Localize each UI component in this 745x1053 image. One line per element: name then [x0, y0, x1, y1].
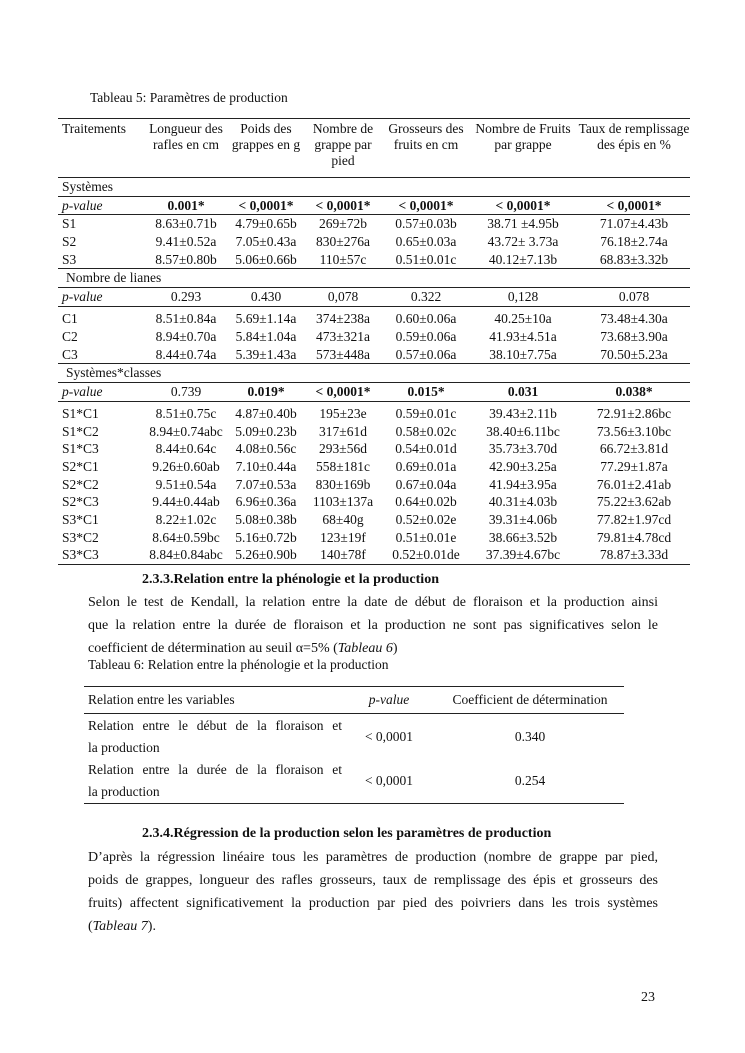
- value-cell: 73.68±3.90a: [600, 328, 668, 344]
- table6-relation-cell: Relation entre la durée de la floraison et la production: [84, 759, 342, 804]
- value-cell: 0.57±0.06a: [384, 346, 468, 364]
- value-cell: 35.73±3.70d: [488, 441, 558, 457]
- value-cell: 76.01±2.41ab: [596, 476, 672, 492]
- pvalue-cell: 0.015*: [384, 382, 468, 401]
- pvalue-cell: < 0,0001*: [230, 196, 302, 215]
- value-cell: 39.43±2.11b: [489, 405, 557, 421]
- value-cell: 473±321a: [316, 328, 370, 344]
- paragraph-233: [88, 591, 658, 660]
- value-cell: 0.57±0.03b: [395, 216, 457, 232]
- value-cell: 0.58±0.02c: [395, 423, 457, 439]
- pvalue-cell: < 0,0001*: [384, 196, 468, 215]
- section-title-text: Nombre de lianes: [66, 270, 162, 286]
- value-cell: 77.82±1.97cd: [596, 512, 672, 527]
- pvalue-cell: < 0,0001*: [302, 382, 384, 401]
- value-cell: 40.25±10a: [494, 310, 552, 326]
- value-cell: 43.72± 3.73a: [487, 234, 559, 250]
- value-cell: 110±57c: [302, 251, 384, 269]
- value-cell: 195±23e: [319, 405, 367, 421]
- value-cell: 5.39±1.43a: [230, 346, 302, 364]
- value-cell: 8.44±0.64c: [155, 441, 217, 457]
- table5-header-row: [58, 119, 690, 178]
- pvalue-cell: < 0,0001*: [468, 196, 578, 215]
- table-reference: Tableau 7: [92, 919, 148, 934]
- pvalue-cell: 0,128: [468, 288, 578, 307]
- pvalue-label: p-value: [58, 382, 142, 401]
- value-cell: 38.71 ±4.95b: [487, 216, 559, 232]
- value-cell: 6.96±0.36a: [235, 494, 297, 510]
- section-title-text: Systèmes*classes: [66, 365, 162, 381]
- value-cell: 8.22±1.02c: [155, 512, 217, 527]
- value-cell: 66.72±3.81d: [599, 441, 669, 457]
- pvalue-cell: 0.038*: [578, 382, 690, 401]
- value-cell: 0.54±0.01d: [395, 441, 457, 457]
- value-cell: 42.90±3.25a: [489, 458, 557, 474]
- treatment-name: C2: [62, 328, 78, 344]
- value-cell: 5.09±0.23b: [235, 423, 297, 439]
- value-cell: 8.51±0.75c: [155, 405, 217, 421]
- table5-row: [58, 423, 690, 441]
- value-cell: 0.52±0.01de: [384, 546, 468, 564]
- treatment-name: S2*C1: [62, 458, 99, 474]
- value-cell: 79.81±4.78cd: [596, 529, 672, 545]
- value-cell: 0.64±0.02b: [395, 494, 457, 510]
- value-cell: 71.07±4.43b: [599, 216, 669, 232]
- value-cell: 70.50±5.23a: [578, 346, 690, 364]
- table5-section-title: [58, 364, 690, 383]
- table6-coef-cell: 0.254: [436, 759, 624, 804]
- table5-header-cell: Grosseurs des fruits en cm: [384, 119, 468, 178]
- value-cell: 140±78f: [302, 546, 384, 564]
- section-title-text: Systèmes: [62, 179, 114, 194]
- treatment-name: C1: [62, 310, 78, 326]
- value-cell: 9.26±0.60ab: [152, 458, 220, 474]
- treatment-name: C3: [58, 346, 142, 364]
- treatment-name: S2: [62, 234, 77, 250]
- pvalue-label: p-value: [58, 288, 142, 307]
- paragraph-line: que la relation entre la durée de floraison et la production ne sont pas significatives selon le: [88, 618, 658, 633]
- value-cell: 0.59±0.06a: [395, 328, 457, 344]
- table5-header-cell: Nombre de Fruits par grappe: [468, 119, 578, 178]
- value-cell: 293±56d: [319, 441, 367, 457]
- paragraph-234: [88, 846, 658, 938]
- value-cell: 830±276a: [316, 234, 370, 250]
- table6-caption: Tableau 6: Relation entre la phénologie et la production: [88, 657, 389, 672]
- table5: [58, 118, 690, 565]
- value-cell: 5.26±0.90b: [230, 546, 302, 564]
- paragraph-line: fruits) affectent significativement la production par pied des poivriers dans les trois systèmes: [88, 896, 658, 911]
- paragraph-line: coefficient de détermination au seuil α=5% (Tableau 6): [88, 641, 398, 656]
- treatment-name: S1*C3: [62, 441, 99, 457]
- value-cell: 73.56±3.10bc: [596, 423, 672, 439]
- value-cell: 374±238a: [316, 310, 370, 326]
- value-cell: 0.60±0.06a: [395, 310, 457, 326]
- value-cell: 72.91±2.86bc: [596, 405, 672, 421]
- page-number: 23: [641, 990, 655, 1005]
- pvalue-cell: 0.031: [468, 382, 578, 401]
- pvalue-label: p-value: [58, 196, 142, 215]
- treatment-name: S1*C2: [62, 423, 99, 439]
- table5-header-cell: Poids des grappes en g: [230, 119, 302, 178]
- value-cell: 73.48±4.30a: [600, 310, 668, 326]
- value-cell: 8.94±0.70a: [155, 328, 217, 344]
- table5-section-title: [58, 178, 690, 197]
- value-cell: 8.51±0.84a: [155, 310, 217, 326]
- value-cell: 0.59±0.01c: [395, 405, 457, 421]
- table5-row: [58, 529, 690, 547]
- pvalue-cell: 0.019*: [230, 382, 302, 401]
- value-cell: 8.94±0.74abc: [149, 423, 223, 439]
- table5-row: [58, 251, 690, 269]
- table5-header-cell: Nombre de grappe par pied: [302, 119, 384, 178]
- value-cell: 37.39±4.67bc: [468, 546, 578, 564]
- table6-pvalue-cell: < 0,0001: [342, 759, 436, 804]
- table5-row: [58, 328, 690, 346]
- table5-row: [58, 458, 690, 476]
- value-cell: 317±61d: [319, 423, 367, 439]
- value-cell: 5.84±1.04a: [235, 328, 297, 344]
- value-cell: 7.10±0.44a: [235, 458, 297, 474]
- value-cell: 4.79±0.65b: [235, 216, 297, 232]
- value-cell: 41.93±4.51a: [489, 328, 557, 344]
- section-heading-234: 2.3.4.Régression de la production selon les paramètres de production: [142, 826, 552, 841]
- pvalue-cell: 0.739: [142, 382, 230, 401]
- value-cell: 8.84±0.84abc: [142, 546, 230, 564]
- value-cell: 0.65±0.03a: [395, 234, 457, 250]
- value-cell: 123±19f: [320, 529, 366, 545]
- value-cell: 8.57±0.80b: [142, 251, 230, 269]
- value-cell: 68.83±3.32b: [578, 251, 690, 269]
- value-cell: 5.06±0.66b: [230, 251, 302, 269]
- table5-section-row: [58, 364, 690, 383]
- table5-row: [58, 346, 690, 364]
- value-cell: 76.18±2.74a: [600, 234, 668, 250]
- value-cell: 5.16±0.72b: [235, 529, 297, 545]
- value-cell: 269±72b: [319, 216, 367, 232]
- table6-header-cell: Coefficient de détermination: [436, 687, 624, 714]
- pvalue-cell: 0,078: [302, 288, 384, 307]
- table5-row: [58, 546, 690, 564]
- value-cell: 4.87±0.40b: [235, 405, 297, 421]
- value-cell: 8.63±0.71b: [155, 216, 217, 232]
- value-cell: 9.51±0.54a: [155, 476, 217, 492]
- table5-header-cell: Traitements: [58, 119, 142, 178]
- table5-row: [58, 476, 690, 494]
- value-cell: 41.94±3.95a: [489, 476, 557, 492]
- value-cell: 0.52±0.02e: [395, 512, 457, 527]
- value-cell: 4.08±0.56c: [235, 441, 297, 457]
- table5-header-cell: Longueur des rafles en cm: [142, 119, 230, 178]
- value-cell: 40.12±7.13b: [468, 251, 578, 269]
- table5-pvalue-row: [58, 382, 690, 401]
- treatment-name: S1: [62, 216, 77, 232]
- table5-header-cell: Taux de remplissage des épis en %: [578, 119, 690, 178]
- table6: [84, 686, 624, 804]
- table5-row: [58, 440, 690, 458]
- pvalue-cell: 0.322: [384, 288, 468, 307]
- value-cell: 40.31±4.03b: [488, 494, 558, 510]
- treatment-name: S3*C3: [58, 546, 142, 564]
- value-cell: 573±448a: [302, 346, 384, 364]
- value-cell: 830±169b: [315, 476, 371, 492]
- value-cell: 38.10±7.75a: [468, 346, 578, 364]
- table5-row: [58, 511, 690, 529]
- pvalue-cell: 0.430: [230, 288, 302, 307]
- paragraph-line: (Tableau 7).: [88, 919, 156, 934]
- table5-section-row: [58, 178, 690, 197]
- value-cell: 7.05±0.43a: [235, 234, 297, 250]
- value-cell: 7.07±0.53a: [235, 476, 297, 492]
- section-heading-233: 2.3.3.Relation entre la phénologie et la production: [142, 572, 439, 587]
- treatment-name: S3*C1: [62, 512, 99, 527]
- pvalue-cell: 0.293: [142, 288, 230, 307]
- treatment-name: S3*C2: [62, 529, 99, 545]
- table6-header-cell: p-value: [342, 687, 436, 714]
- value-cell: 9.44±0.44ab: [152, 494, 220, 510]
- value-cell: 9.41±0.52a: [155, 234, 217, 250]
- value-cell: 68±40g: [322, 512, 364, 527]
- pvalue-cell: < 0,0001*: [302, 196, 384, 215]
- table5-row: [58, 493, 690, 511]
- table6-pvalue-cell: < 0,0001: [364, 728, 414, 744]
- table5-row: [58, 306, 690, 328]
- value-cell: 0.69±0.01a: [395, 458, 457, 474]
- pvalue-cell: < 0,0001*: [578, 196, 690, 215]
- table5-row: [58, 233, 690, 251]
- value-cell: 8.44±0.74a: [142, 346, 230, 364]
- value-cell: 38.40±6.11bc: [486, 423, 560, 439]
- table5-pvalue-row: [58, 196, 690, 215]
- table5-section-title: [58, 269, 690, 288]
- paragraph-line: poids de grappes, longueur des rafles grosseurs, taux de remplissage des épis et grosseurs des: [88, 873, 658, 888]
- treatment-name: S3: [58, 251, 142, 269]
- value-cell: 5.69±1.14a: [235, 310, 297, 326]
- value-cell: 0.51±0.01e: [395, 529, 457, 545]
- table6-header-cell: Relation entre les variables: [84, 687, 342, 714]
- value-cell: 8.64±0.59bc: [152, 529, 220, 545]
- value-cell: 5.08±0.38b: [235, 512, 297, 527]
- table6-row: [84, 714, 624, 760]
- value-cell: 39.31±4.06b: [488, 512, 558, 527]
- value-cell: 77.29±1.87a: [600, 458, 668, 474]
- table6-coef-cell: 0.340: [514, 728, 546, 744]
- treatment-name: S1*C1: [62, 405, 99, 421]
- value-cell: 0.51±0.01c: [384, 251, 468, 269]
- value-cell: 0.67±0.04a: [395, 476, 457, 492]
- treatment-name: S2*C3: [62, 494, 99, 510]
- table5-row: [58, 401, 690, 423]
- table6-header-row: [84, 687, 624, 714]
- pvalue-cell: 0.001*: [142, 196, 230, 215]
- value-cell: 558±181c: [316, 458, 370, 474]
- treatment-name: S2*C2: [62, 476, 99, 492]
- table5-caption: Tableau 5: Paramètres de production: [90, 90, 288, 105]
- table6-relation-cell: Relation entre le début de la floraison et la production: [88, 718, 342, 755]
- value-cell: 75.22±3.62ab: [596, 494, 672, 510]
- value-cell: 38.66±3.52b: [488, 529, 558, 545]
- table6-row: [84, 759, 624, 804]
- table5-pvalue-row: [58, 288, 690, 307]
- table-reference: Tableau 6: [337, 641, 393, 656]
- value-cell: 1103±137a: [312, 494, 374, 510]
- value-cell: 78.87±3.33d: [578, 546, 690, 564]
- paragraph-line: Selon le test de Kendall, la relation entre la date de début de floraison et la production ainsi: [88, 595, 658, 610]
- paragraph-line: D’après la régression linéaire tous les paramètres de production (nombre de grappe par pied,: [88, 850, 658, 865]
- table5-row: [58, 215, 690, 233]
- table5-section-row: [58, 269, 690, 288]
- pvalue-cell: 0.078: [578, 288, 690, 307]
